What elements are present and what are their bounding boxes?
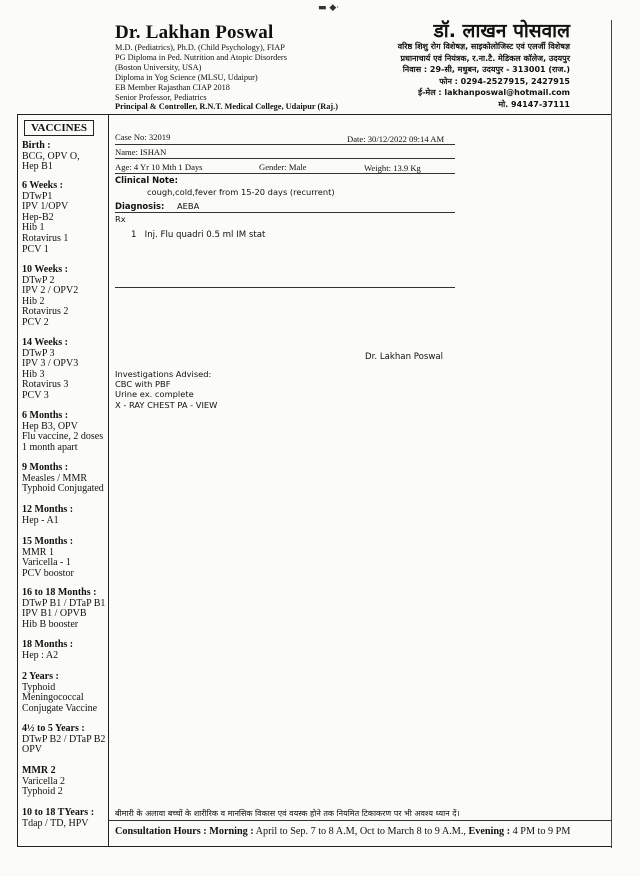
hindi-line: मो. 94147-37111 <box>498 99 570 109</box>
doctor-details-hindi <box>398 41 570 111</box>
investigation-item: X - RAY CHEST PA - VIEW <box>115 399 218 410</box>
case-divider <box>115 144 455 145</box>
vaccine-group-10-weeks: 10 Weeks : DTwP 2 IPV 2 / OPV2 Hib 2 Rotavirus 2 PCV 2 <box>22 264 79 328</box>
hindi-footer-note: बीमारी के अलावा बच्चों के शारीरिक व मानसिक विकास एवं वयस्क होने तक नियमित टिकाकरण पर भी अवश्य ध्यान दें। <box>115 809 460 818</box>
designation-line: Principal & Controller, R.N.T. Medical College, Udaipur (Raj.) <box>115 102 338 112</box>
consult-label: Consultation Hours : <box>115 826 207 837</box>
vaccine-group-2-years: 2 Years : Typhoid Meningococcal Conjugate Vaccine <box>22 671 98 714</box>
qualification-line: PG Diploma in Ped. Nutrition and Atopic Disorders <box>115 52 287 62</box>
details-divider <box>115 173 455 174</box>
vaccine-group-4-5-years: 4½ to 5 Years : DTwP B2 / DTaP B2 OPV <box>22 723 106 756</box>
clinical-note-label: Clinical Note: <box>115 175 178 185</box>
vaccine-group-12-months: 12 Months : Hep - A1 <box>22 504 74 526</box>
patient-age: Age: 4 Yr 10 Mth 1 Days <box>115 162 203 172</box>
vaccine-group-18-months: 18 Months : Hep : A2 <box>22 639 74 661</box>
hindi-line: प्रधानाचार्य एवं नियंत्रक, र.ना.टै. मेडिकल कॉलेज, उदयपुर <box>400 53 570 63</box>
patient-gender: Gender: Male <box>259 162 307 172</box>
bottom-border <box>17 846 612 847</box>
diagnosis-label: Diagnosis: <box>115 201 165 211</box>
vaccines-title: VACCINES <box>24 120 94 136</box>
left-border <box>17 114 18 846</box>
rx-label: Rx <box>115 214 126 224</box>
diagnosis-value: AEBA <box>177 201 200 211</box>
vaccine-group-9-months: 9 Months : Measles / MMR Typhoid Conjugated <box>22 462 104 495</box>
doctor-name: Dr. Lakhan Poswal <box>115 22 274 43</box>
hindi-line: फोन : 0294-2527915, 2427915 <box>439 76 570 86</box>
doctor-name-hindi: डॉ. लाखन पोसवाल <box>433 20 570 42</box>
vaccine-group-mmr2: MMR 2 Varicella 2 Typhoid 2 <box>22 765 66 798</box>
name-divider <box>115 158 455 159</box>
vaccine-group-14-weeks: 14 Weeks : DTwP 3 IPV 3 / OPV3 Hib 3 Rotavirus 3 PCV 3 <box>22 337 79 401</box>
morning-label: Morning : <box>209 826 254 837</box>
hindi-line: वरिष्ठ शिशु रोग विशेषज्ञ, साइकोलोजिस्ट एवं एलर्जी विशेषज्ञ <box>397 42 570 51</box>
investigation-item: Urine ex. complete <box>115 389 194 400</box>
patient-weight: Weight: 13.9 Kg <box>364 163 421 173</box>
hindi-line: ई-मेल : lakhanposwal@hotmail.com <box>418 88 570 98</box>
qualification-line: Diploma in Yog Science (MLSU, Udaipur) <box>115 72 258 82</box>
case-date: Date: 30/12/2022 09:14 AM <box>347 134 445 144</box>
diagnosis-divider <box>115 212 455 213</box>
consultation-hours <box>115 826 570 837</box>
rx-end-divider <box>115 287 455 288</box>
scan-mark: ▬ ◆· <box>318 3 340 13</box>
investigation-item: CBC with PBF <box>115 379 171 390</box>
rx-item: 1 Inj. Flu quadri 0.5 ml IM stat <box>131 230 266 240</box>
footer-divider <box>109 820 612 821</box>
qualification-line: M.D. (Pediatrics), Ph.D. (Child Psychology), FIAP <box>115 43 285 52</box>
vaccine-group-6-weeks: 6 Weeks : DTwP1 IPV 1/OPV Hep-B2 Hib 1 Rotavirus 1 PCV 1 <box>22 180 69 255</box>
vaccine-group-16-18-months: 16 to 18 Months : DTwP B1 / DTaP B1 IPV B1 / OPVB Hib B booster <box>22 587 106 630</box>
doctor-signature: Dr. Lakhan Poswal <box>365 352 444 362</box>
case-number: Case No: 32019 <box>115 132 171 142</box>
clinical-note-text: cough,cold,fever from 15-20 days (recurrent) <box>147 187 335 197</box>
morning-hours: April to Sep. 7 to 8 A.M, Oct to March 8 to 9 A.M., <box>255 826 466 837</box>
investigations-label: Investigations Advised: <box>115 369 212 379</box>
patient-name: Name: ISHAN <box>115 147 167 157</box>
qualification-line: Senior Professor, Pediatrics <box>115 92 207 102</box>
investigations <box>115 369 217 410</box>
vaccine-group-15-months: 15 Months : MMR 1 Varicella - 1 PCV boostor <box>22 536 74 579</box>
evening-label: Evening : <box>468 826 511 837</box>
vaccine-group-birth: Birth : BCG, OPV O, Hep B1 <box>22 140 80 173</box>
qualification-line: EB Member Rajasthan CIAP 2018 <box>115 82 230 92</box>
vaccine-group-10-18-years: 10 to 18 TYears : Tdap / TD, HPV <box>22 807 95 829</box>
vaccine-group-6-months: 6 Months : Hep B3, OPV Flu vaccine, 2 doses 1 month apart <box>22 410 104 453</box>
doctor-qualifications <box>115 43 338 112</box>
evening-hours: 4 PM to 9 PM <box>512 826 571 837</box>
sidebar-divider <box>108 114 109 846</box>
qualification-line: (Boston University, USA) <box>115 62 202 72</box>
hindi-line: निवास : 29-सी, मधुबन, उदयपुर - 313001 (राज.) <box>402 65 570 75</box>
right-border <box>611 20 612 848</box>
